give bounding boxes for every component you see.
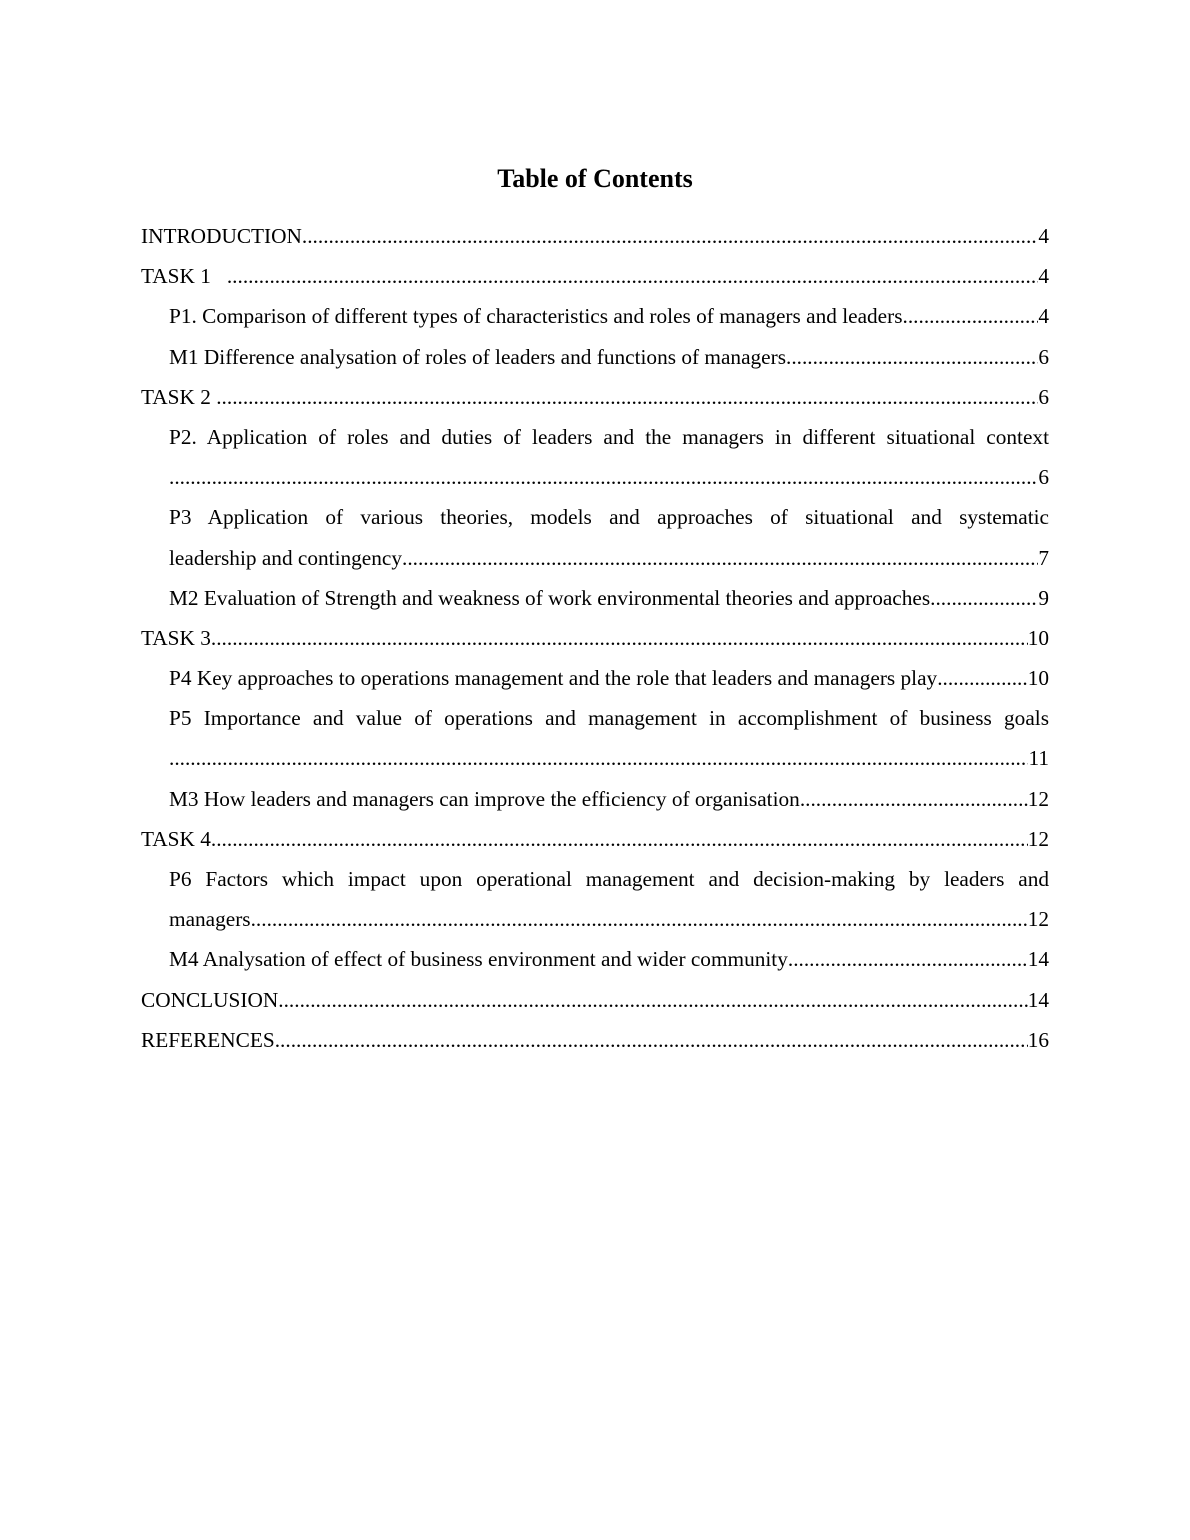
toc-entry-text: CONCLUSION bbox=[141, 987, 279, 1012]
toc-entry[interactable] bbox=[141, 256, 1049, 296]
toc-entry-text: P1. Comparison of different types of characteristics and roles of managers and leaders bbox=[169, 304, 903, 329]
toc-entry-line bbox=[141, 417, 1049, 457]
toc-entry-line bbox=[141, 859, 1049, 899]
toc-entry[interactable] bbox=[141, 939, 1049, 979]
toc-page-number: 6 bbox=[1038, 465, 1049, 490]
toc-entry-text: M2 Evaluation of Strength and weakness of work environmental theories and approaches bbox=[169, 585, 931, 610]
toc-entry-text: INTRODUCTION bbox=[141, 224, 302, 248]
toc-entry[interactable] bbox=[141, 738, 1049, 778]
toc-list bbox=[141, 216, 1049, 1060]
toc-title: Table of Contents bbox=[497, 164, 693, 193]
toc-dot-leader bbox=[251, 899, 1028, 939]
toc-entry-line bbox=[141, 698, 1049, 738]
toc-entry[interactable] bbox=[141, 337, 1049, 377]
toc-entry-text: P3 Application of various theories, models and approaches of situational and systematic bbox=[169, 505, 1049, 530]
toc-entry-text: TASK 4 bbox=[141, 826, 211, 851]
toc-dot-leader bbox=[302, 216, 1038, 256]
toc-page-number: 4 bbox=[1038, 224, 1049, 248]
toc-dot-leader bbox=[937, 658, 1028, 698]
toc-page-number: 4 bbox=[1038, 304, 1049, 329]
toc-dot-leader bbox=[903, 296, 1039, 336]
toc-entry[interactable] bbox=[141, 899, 1049, 939]
toc-page-number: 4 bbox=[1038, 264, 1049, 289]
toc-entry-text: P5 Importance and value of operations and management in accomplishment of business goals bbox=[169, 706, 1049, 731]
toc-page-number: 11 bbox=[1028, 746, 1049, 771]
toc-entry[interactable] bbox=[141, 1020, 1049, 1060]
toc-entry-text: P6 Factors which impact upon operational management and decision-making by leaders and bbox=[169, 867, 1049, 891]
toc-dot-leader bbox=[788, 939, 1028, 979]
toc-entry-text: TASK 1 bbox=[141, 264, 227, 289]
toc-entry[interactable] bbox=[141, 377, 1049, 417]
toc-entry-text: M1 Difference analysation of roles of leaders and functions of managers bbox=[169, 344, 786, 369]
toc-entry[interactable] bbox=[141, 618, 1049, 658]
toc-dot-leader bbox=[930, 578, 1038, 618]
toc-entry-text: REFERENCES bbox=[141, 1027, 275, 1052]
toc-dot-leader bbox=[169, 457, 1038, 497]
toc-page-number: 9 bbox=[1038, 585, 1049, 610]
toc-entry[interactable] bbox=[141, 980, 1049, 1020]
toc-page-number: 14 bbox=[1027, 987, 1049, 1012]
toc-entry[interactable] bbox=[141, 819, 1049, 859]
toc-entry[interactable] bbox=[141, 538, 1049, 578]
toc-dot-leader bbox=[211, 819, 1028, 859]
toc-dot-leader bbox=[786, 337, 1038, 377]
toc-dot-leader bbox=[227, 256, 1038, 296]
toc-dot-leader bbox=[211, 618, 1028, 658]
toc-entry-text: leadership and contingency bbox=[169, 545, 402, 570]
toc-page-number: 16 bbox=[1027, 1027, 1049, 1052]
toc-page-number: 12 bbox=[1027, 907, 1049, 932]
toc-dot-leader bbox=[275, 1020, 1028, 1060]
toc-entry-text: M4 Analysation of effect of business environment and wider community bbox=[169, 947, 788, 972]
toc-entry[interactable] bbox=[141, 457, 1049, 497]
toc-dot-leader bbox=[216, 377, 1038, 417]
toc-entry-text: P2. Application of roles and duties of leaders and the managers in different situational context bbox=[169, 424, 1049, 449]
toc-page-number: 10 bbox=[1027, 666, 1049, 691]
toc-dot-leader bbox=[800, 779, 1028, 819]
toc-dot-leader bbox=[169, 738, 1028, 778]
toc-entry-text: TASK 3 bbox=[141, 625, 211, 650]
toc-entry-text: M3 How leaders and managers can improve the efficiency of organisation bbox=[169, 786, 800, 811]
toc-page-number: 10 bbox=[1027, 625, 1049, 650]
toc-page-number: 14 bbox=[1027, 947, 1049, 972]
toc-page-number: 12 bbox=[1027, 786, 1049, 811]
toc-entry-text: managers bbox=[169, 907, 251, 932]
toc-page-number: 7 bbox=[1038, 545, 1049, 570]
toc-entry[interactable] bbox=[141, 296, 1049, 336]
toc-dot-leader bbox=[402, 538, 1038, 578]
toc-dot-leader bbox=[278, 980, 1027, 1020]
toc-page-number: 6 bbox=[1038, 384, 1049, 409]
toc-entry[interactable] bbox=[141, 779, 1049, 819]
toc-entry-text: TASK 2 bbox=[141, 384, 217, 409]
toc-entry-line bbox=[141, 497, 1049, 537]
toc-entry[interactable] bbox=[141, 658, 1049, 698]
toc-page-number: 6 bbox=[1038, 344, 1049, 369]
toc-entry[interactable] bbox=[141, 216, 1049, 256]
toc-entry-text: P4 Key approaches to operations management and the role that leaders and managers play bbox=[169, 666, 938, 691]
toc-page-number: 12 bbox=[1027, 826, 1049, 851]
toc-entry[interactable] bbox=[141, 578, 1049, 618]
